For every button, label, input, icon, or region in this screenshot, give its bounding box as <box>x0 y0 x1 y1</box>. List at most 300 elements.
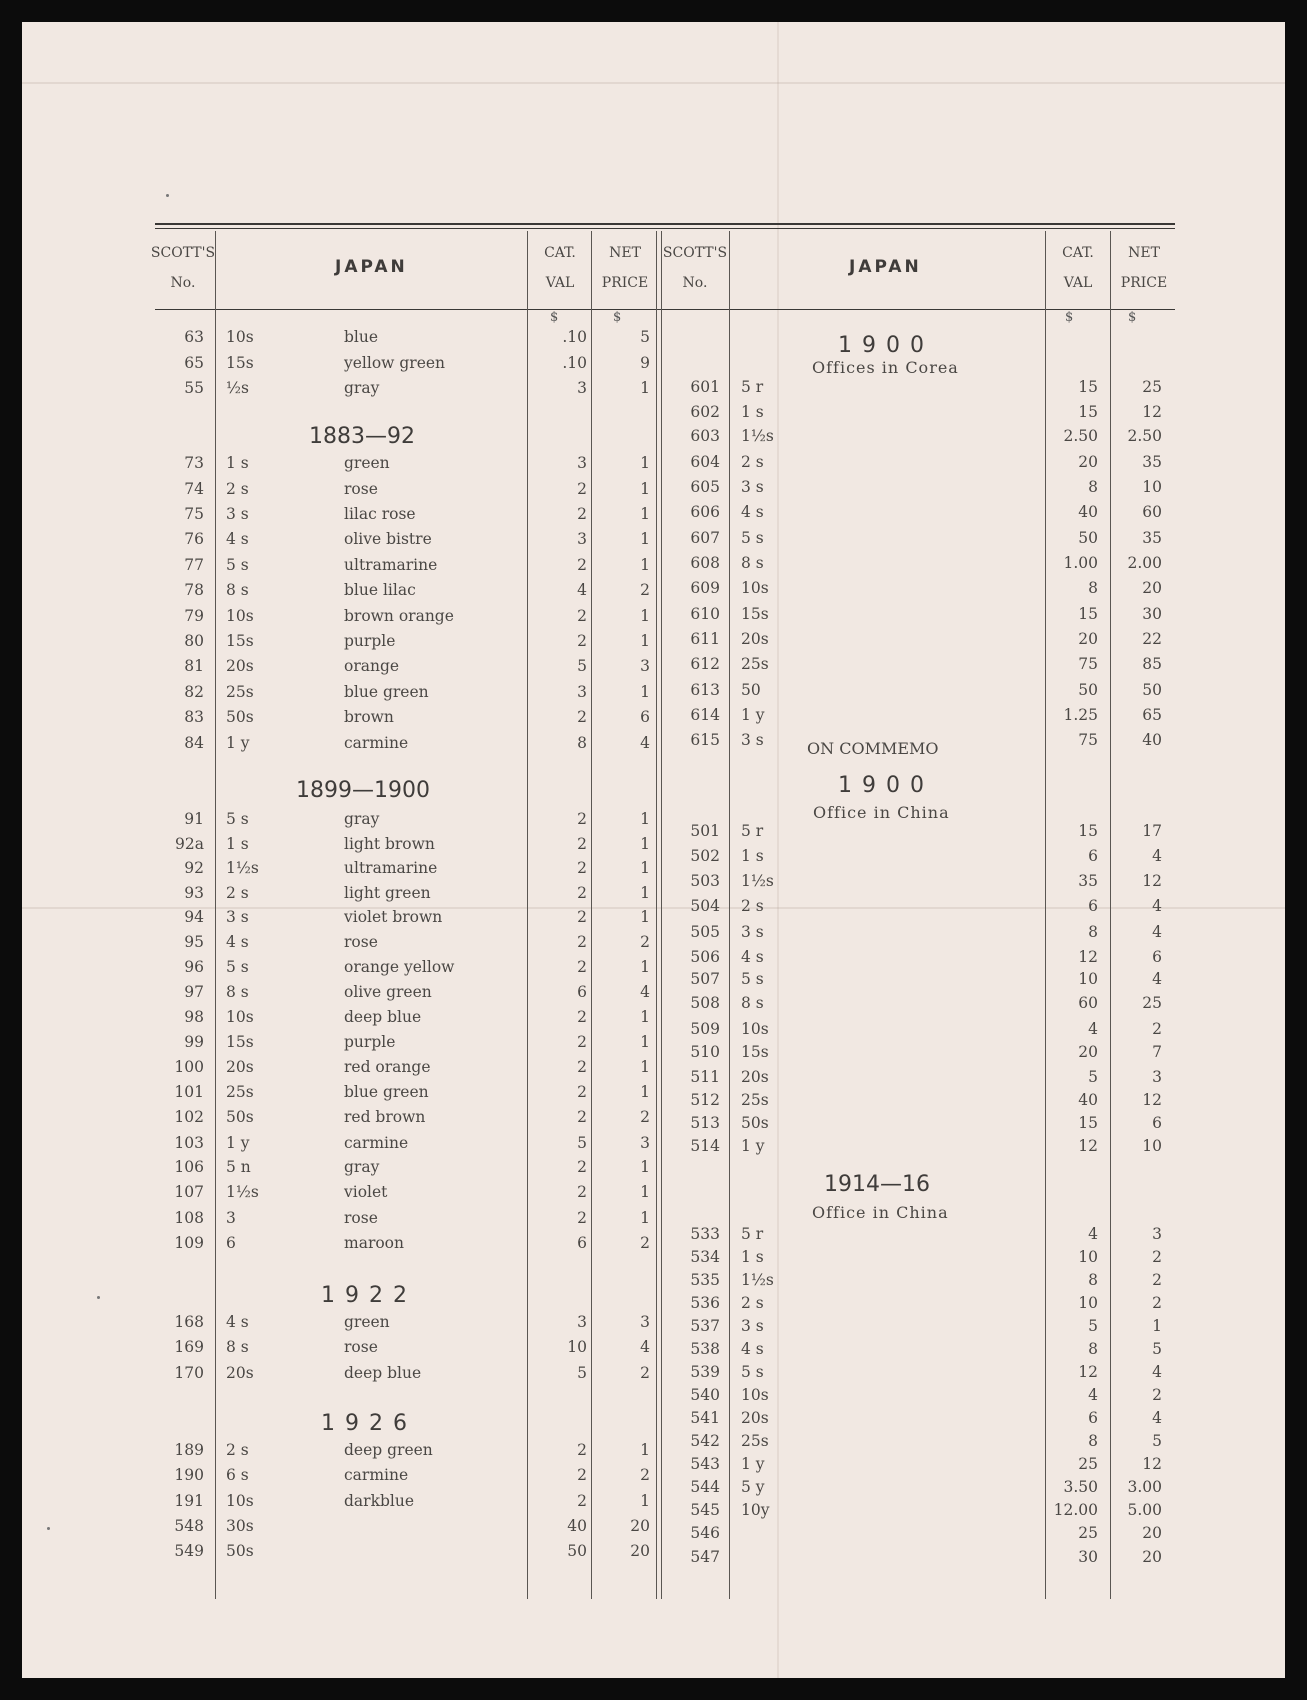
net-price: 1 <box>640 1492 650 1510</box>
denomination: 5 y <box>741 1478 765 1496</box>
stamp-color: blue lilac <box>344 581 416 599</box>
scott-number: 79 <box>184 607 204 625</box>
catalog-value: 8 <box>1088 923 1098 941</box>
net-price: 2 <box>640 1234 650 1252</box>
catalog-value: 15 <box>1078 1114 1098 1132</box>
header-cat-line2: VAL <box>1063 275 1093 291</box>
scott-number: 549 <box>174 1542 204 1560</box>
net-price: 17 <box>1142 822 1162 840</box>
header-net-line1: NET <box>1128 245 1160 261</box>
net-price: 2 <box>1152 1386 1162 1404</box>
stamp-color: light brown <box>344 835 435 853</box>
net-price: 4 <box>640 1338 650 1356</box>
scott-number: 509 <box>690 1020 720 1038</box>
scott-number: 80 <box>184 632 204 650</box>
denomination: 3 s <box>226 908 249 926</box>
scott-number: 77 <box>184 556 204 574</box>
denomination: 50s <box>226 1108 254 1126</box>
denomination: 10s <box>226 1492 254 1510</box>
scott-number: 189 <box>174 1441 204 1459</box>
denomination: 1 y <box>226 734 250 752</box>
denomination: 1 y <box>226 1134 250 1152</box>
catalog-value: 2 <box>577 480 587 498</box>
catalog-value: 2 <box>577 1158 587 1176</box>
net-price: 20 <box>1142 579 1162 597</box>
denomination: 4 s <box>226 1313 249 1331</box>
stamp-color: gray <box>344 379 380 397</box>
net-price: 1 <box>640 958 650 976</box>
scott-number: 106 <box>174 1158 204 1176</box>
stamp-color: brown <box>344 708 394 726</box>
stamp-color: light green <box>344 884 431 902</box>
denomination: 6 <box>226 1234 236 1252</box>
net-price: 1 <box>640 379 650 397</box>
denomination: 50s <box>226 1542 254 1560</box>
net-price: 2 <box>640 1364 650 1382</box>
catalog-value: 75 <box>1078 731 1098 749</box>
header-net-price <box>594 238 656 298</box>
scott-number: 169 <box>174 1338 204 1356</box>
year-heading: 1883—92 <box>309 424 415 449</box>
scott-number: 544 <box>690 1478 720 1496</box>
scott-number: 507 <box>690 970 720 988</box>
net-price: 35 <box>1142 453 1162 471</box>
catalog-value: 4 <box>1088 1386 1098 1404</box>
stamp-color: blue <box>344 328 379 346</box>
scott-number: 514 <box>690 1137 720 1155</box>
specks <box>166 194 169 197</box>
scott-number: 96 <box>184 958 204 976</box>
denomination: 50s <box>226 708 254 726</box>
denomination: 2 s <box>741 453 764 471</box>
scott-number: 610 <box>690 605 720 623</box>
scott-number: 547 <box>690 1548 720 1566</box>
scott-number: 614 <box>690 706 720 724</box>
column-divider <box>1110 231 1111 1599</box>
catalog-value: 5 <box>1088 1317 1098 1335</box>
denomination: 15s <box>226 632 254 650</box>
denomination: 20s <box>226 657 254 675</box>
scott-number: 91 <box>184 810 204 828</box>
commemorative-note: ON COMMEMO <box>807 739 939 758</box>
denomination: 20s <box>226 1364 254 1382</box>
catalog-value: 30 <box>1078 1548 1098 1566</box>
catalog-value: 2 <box>577 632 587 650</box>
denomination: 1½s <box>741 1271 774 1289</box>
currency-symbol: $ <box>550 310 559 325</box>
catalog-value: 10 <box>567 1338 587 1356</box>
net-price: 3 <box>1152 1225 1162 1243</box>
net-price: 1 <box>640 859 650 877</box>
net-price: 1 <box>640 632 650 650</box>
denomination: 10s <box>226 607 254 625</box>
scott-number: 611 <box>690 630 720 648</box>
catalog-value: 2 <box>577 1058 587 1076</box>
net-price: 4 <box>1152 897 1162 915</box>
denomination: 2 s <box>226 480 249 498</box>
catalog-value: 10 <box>1078 1294 1098 1312</box>
net-price: 2.50 <box>1127 427 1162 445</box>
scott-number: 512 <box>690 1091 720 1109</box>
net-price: 4 <box>640 734 650 752</box>
scott-number: 101 <box>174 1083 204 1101</box>
scott-number: 546 <box>690 1524 720 1542</box>
catalog-value: 15 <box>1078 605 1098 623</box>
stamp-color: green <box>344 454 390 472</box>
catalog-value: 2 <box>577 1209 587 1227</box>
year-heading: 1899—1900 <box>296 778 430 803</box>
net-price: 1 <box>640 530 650 548</box>
stamp-color: carmine <box>344 1134 409 1152</box>
header-scotts-line1: SCOTT'S <box>150 245 216 261</box>
catalog-value: 6 <box>1088 847 1098 865</box>
denomination: 1½s <box>741 427 774 445</box>
scott-number: 534 <box>690 1248 720 1266</box>
catalog-value: 2 <box>577 556 587 574</box>
stamp-color: violet brown <box>344 908 443 926</box>
catalog-value: 75 <box>1078 655 1098 673</box>
scott-number: 607 <box>690 529 720 547</box>
stamp-color: rose <box>344 1338 378 1356</box>
net-price: 60 <box>1142 503 1162 521</box>
scott-number: 76 <box>184 530 204 548</box>
denomination: 10y <box>741 1501 770 1519</box>
stamp-color: rose <box>344 933 378 951</box>
header-cat-line1: CAT. <box>1062 245 1094 261</box>
denomination: 1 y <box>741 706 765 724</box>
scott-number: 100 <box>174 1058 204 1076</box>
scott-number: 93 <box>184 884 204 902</box>
denomination: 5 s <box>741 1363 764 1381</box>
catalog-value: 20 <box>1078 630 1098 648</box>
catalog-value: 8 <box>1088 1340 1098 1358</box>
stamp-color: rose <box>344 1209 378 1227</box>
column-divider <box>656 231 657 1599</box>
catalog-value: 2 <box>577 1466 587 1484</box>
section-subtitle: Offices in Corea <box>812 358 959 377</box>
net-price: 1 <box>640 480 650 498</box>
net-price: 2 <box>640 1466 650 1484</box>
catalog-value: 2 <box>577 708 587 726</box>
stamp-color: brown orange <box>344 607 454 625</box>
scott-number: 81 <box>184 657 204 675</box>
catalog-value: 2 <box>577 859 587 877</box>
catalog-value: 6 <box>577 983 587 1001</box>
net-price: 7 <box>1152 1043 1162 1061</box>
scott-number: 84 <box>184 734 204 752</box>
net-price: 1 <box>640 1183 650 1201</box>
denomination: 20s <box>741 1068 769 1086</box>
catalog-value: 5 <box>1088 1068 1098 1086</box>
denomination: 2 s <box>741 897 764 915</box>
scott-number: 99 <box>184 1033 204 1051</box>
catalog-value: 1.25 <box>1063 706 1098 724</box>
denomination: 8 s <box>741 554 764 572</box>
net-price: 5.00 <box>1127 1501 1162 1519</box>
catalog-value: 2 <box>577 810 587 828</box>
scott-number: 108 <box>174 1209 204 1227</box>
net-price: 65 <box>1142 706 1162 724</box>
denomination: 25s <box>226 683 254 701</box>
scott-number: 513 <box>690 1114 720 1132</box>
catalog-value: 8 <box>577 734 587 752</box>
stamp-color: gray <box>344 810 380 828</box>
catalog-value: 1.00 <box>1063 554 1098 572</box>
catalog-value: 2 <box>577 884 587 902</box>
denomination: 15s <box>226 354 254 372</box>
scott-number: 83 <box>184 708 204 726</box>
net-price: 1 <box>640 505 650 523</box>
net-price: 1 <box>640 1058 650 1076</box>
denomination: 5 r <box>741 822 764 840</box>
catalog-value: 12 <box>1078 948 1098 966</box>
catalog-value: 20 <box>1078 453 1098 471</box>
catalog-value: 6 <box>1088 897 1098 915</box>
header-scotts-line1: SCOTT'S <box>662 245 728 261</box>
catalog-value: 5 <box>577 657 587 675</box>
denomination: 20s <box>226 1058 254 1076</box>
denomination: 3 s <box>741 923 764 941</box>
catalog-value: 35 <box>1078 872 1098 890</box>
header-net-line2: PRICE <box>1120 275 1168 291</box>
denomination: 50s <box>741 1114 769 1132</box>
net-price: 35 <box>1142 529 1162 547</box>
catalog-value: 2 <box>577 1492 587 1510</box>
catalog-value: 2 <box>577 607 587 625</box>
stamp-color: rose <box>344 480 378 498</box>
denomination: 1 s <box>226 835 249 853</box>
net-price: 2 <box>640 933 650 951</box>
stamp-color: red brown <box>344 1108 426 1126</box>
specks <box>47 1527 50 1530</box>
scott-number: 508 <box>690 994 720 1012</box>
net-price: 10 <box>1142 1137 1162 1155</box>
scott-number: 533 <box>690 1225 720 1243</box>
catalog-value: 6 <box>1088 1409 1098 1427</box>
catalog-value: 4 <box>577 581 587 599</box>
denomination: 10s <box>226 328 254 346</box>
denomination: 1 s <box>741 403 764 421</box>
net-price: 2 <box>1152 1271 1162 1289</box>
column-divider <box>527 231 528 1599</box>
denomination: 1 y <box>741 1137 765 1155</box>
denomination: 8 s <box>226 1338 249 1356</box>
denomination: 10s <box>226 1008 254 1026</box>
scott-number: 612 <box>690 655 720 673</box>
scott-number: 502 <box>690 847 720 865</box>
net-price: 50 <box>1142 681 1162 699</box>
catalog-value: 2 <box>577 1083 587 1101</box>
catalog-value: 8 <box>1088 1271 1098 1289</box>
denomination: 10s <box>741 579 769 597</box>
net-price: 4 <box>1152 970 1162 988</box>
denomination: 3 s <box>741 731 764 749</box>
scott-number: 510 <box>690 1043 720 1061</box>
catalog-value: 12.00 <box>1053 1501 1098 1519</box>
denomination: 1½s <box>226 859 259 877</box>
denomination: 2 s <box>226 884 249 902</box>
net-price: 1 <box>1152 1317 1162 1335</box>
scott-number: 75 <box>184 505 204 523</box>
catalog-value: 20 <box>1078 1043 1098 1061</box>
scott-number: 608 <box>690 554 720 572</box>
catalog-value: 10 <box>1078 1248 1098 1266</box>
net-price: 40 <box>1142 731 1162 749</box>
denomination: 3 s <box>741 478 764 496</box>
net-price: 1 <box>640 683 650 701</box>
net-price: 2 <box>1152 1248 1162 1266</box>
scott-number: 63 <box>184 328 204 346</box>
denomination: 4 s <box>741 948 764 966</box>
denomination: 8 s <box>226 983 249 1001</box>
catalog-value: 2 <box>577 1033 587 1051</box>
denomination: 5 s <box>226 958 249 976</box>
stamp-color: carmine <box>344 1466 409 1484</box>
catalog-value: 6 <box>577 1234 587 1252</box>
scott-number: 82 <box>184 683 204 701</box>
header-cat-line1: CAT. <box>544 245 576 261</box>
scott-number: 601 <box>690 378 720 396</box>
catalog-value: 25 <box>1078 1524 1098 1542</box>
net-price: 1 <box>640 835 650 853</box>
denomination: 5 s <box>741 529 764 547</box>
denomination: 5 s <box>226 810 249 828</box>
net-price: 3 <box>1152 1068 1162 1086</box>
net-price: 20 <box>1142 1524 1162 1542</box>
stamp-color: darkblue <box>344 1492 414 1510</box>
catalog-value: 4 <box>1088 1225 1098 1243</box>
denomination: 2 s <box>226 1441 249 1459</box>
net-price: 1 <box>640 884 650 902</box>
stamp-color: purple <box>344 1033 396 1051</box>
catalog-value: 2 <box>577 835 587 853</box>
catalog-value: 60 <box>1078 994 1098 1012</box>
net-price: 12 <box>1142 1091 1162 1109</box>
stamp-color: lilac rose <box>344 505 416 523</box>
net-price: 85 <box>1142 655 1162 673</box>
scott-number: 98 <box>184 1008 204 1026</box>
stamp-color: blue green <box>344 683 429 701</box>
currency-symbol: $ <box>1128 310 1137 325</box>
scott-number: 65 <box>184 354 204 372</box>
scott-number: 92a <box>175 835 204 853</box>
net-price: 2 <box>1152 1294 1162 1312</box>
net-price: 12 <box>1142 1455 1162 1473</box>
scott-number: 506 <box>690 948 720 966</box>
net-price: 4 <box>1152 1363 1162 1381</box>
stamp-color: orange <box>344 657 400 675</box>
header-bottom-rule <box>155 309 1175 310</box>
stamp-color: blue green <box>344 1083 429 1101</box>
denomination: 4 s <box>226 530 249 548</box>
catalog-value: 3 <box>577 379 587 397</box>
scott-number: 107 <box>174 1183 204 1201</box>
header-title: JAPAN <box>849 257 922 277</box>
scott-number: 55 <box>184 379 204 397</box>
scott-number: 74 <box>184 480 204 498</box>
scott-number: 606 <box>690 503 720 521</box>
net-price: 3.00 <box>1127 1478 1162 1496</box>
year-heading: 1922 <box>321 1283 417 1308</box>
scott-number: 548 <box>174 1517 204 1535</box>
catalog-value: 4 <box>1088 1020 1098 1038</box>
net-price: 2 <box>640 1108 650 1126</box>
catalog-value: 2 <box>577 908 587 926</box>
denomination: 1½s <box>741 872 774 890</box>
scott-number: 191 <box>174 1492 204 1510</box>
stamp-color: yellow green <box>344 354 446 372</box>
catalog-value: 40 <box>1078 1091 1098 1109</box>
scott-number: 615 <box>690 731 720 749</box>
denomination: 20s <box>741 630 769 648</box>
header-scotts <box>662 238 728 298</box>
net-price: 1 <box>640 1083 650 1101</box>
stamp-color: purple <box>344 632 396 650</box>
net-price: 5 <box>1152 1340 1162 1358</box>
denomination: 20s <box>741 1409 769 1427</box>
net-price: 6 <box>1152 948 1162 966</box>
scott-number: 109 <box>174 1234 204 1252</box>
net-price: 1 <box>640 1158 650 1176</box>
stamp-color: ultramarine <box>344 556 438 574</box>
section-subtitle: Office in China <box>812 1203 949 1222</box>
denomination: 15s <box>226 1033 254 1051</box>
denomination: 25s <box>226 1083 254 1101</box>
denomination: 5 r <box>741 1225 764 1243</box>
stamp-color: deep green <box>344 1441 433 1459</box>
denomination: 30s <box>226 1517 254 1535</box>
net-price: 1 <box>640 556 650 574</box>
catalog-value: 5 <box>577 1364 587 1382</box>
column-divider <box>591 231 592 1599</box>
net-price: 1 <box>640 1209 650 1227</box>
catalog-value: 40 <box>567 1517 587 1535</box>
net-price: 4 <box>640 983 650 1001</box>
denomination: 1 s <box>741 1248 764 1266</box>
catalog-value: 5 <box>577 1134 587 1152</box>
net-price: 2 <box>1152 1020 1162 1038</box>
column-divider <box>729 231 730 1599</box>
net-price: 6 <box>1152 1114 1162 1132</box>
net-price: 4 <box>1152 847 1162 865</box>
scott-number: 613 <box>690 681 720 699</box>
denomination: 10s <box>741 1386 769 1404</box>
denomination: 3 <box>226 1209 236 1227</box>
net-price: 2.00 <box>1127 554 1162 572</box>
scott-number: 92 <box>184 859 204 877</box>
denomination: 2 s <box>741 1294 764 1312</box>
net-price: 1 <box>640 454 650 472</box>
scott-number: 511 <box>690 1068 720 1086</box>
denomination: 8 s <box>741 994 764 1012</box>
scott-number: 540 <box>690 1386 720 1404</box>
column-divider <box>661 231 662 1599</box>
header-scotts-line2: No. <box>170 275 196 291</box>
net-price: 4 <box>1152 923 1162 941</box>
denomination: 5 s <box>741 970 764 988</box>
denomination: 8 s <box>226 581 249 599</box>
specks <box>97 1296 100 1299</box>
header-cat-val <box>530 238 590 298</box>
denomination: 1 y <box>741 1455 765 1473</box>
section-year: 1914—16 <box>824 1172 930 1197</box>
scott-number: 604 <box>690 453 720 471</box>
net-price: 12 <box>1142 872 1162 890</box>
scott-number: 102 <box>174 1108 204 1126</box>
denomination: 1½s <box>226 1183 259 1201</box>
net-price: 1 <box>640 908 650 926</box>
scott-number: 542 <box>690 1432 720 1450</box>
